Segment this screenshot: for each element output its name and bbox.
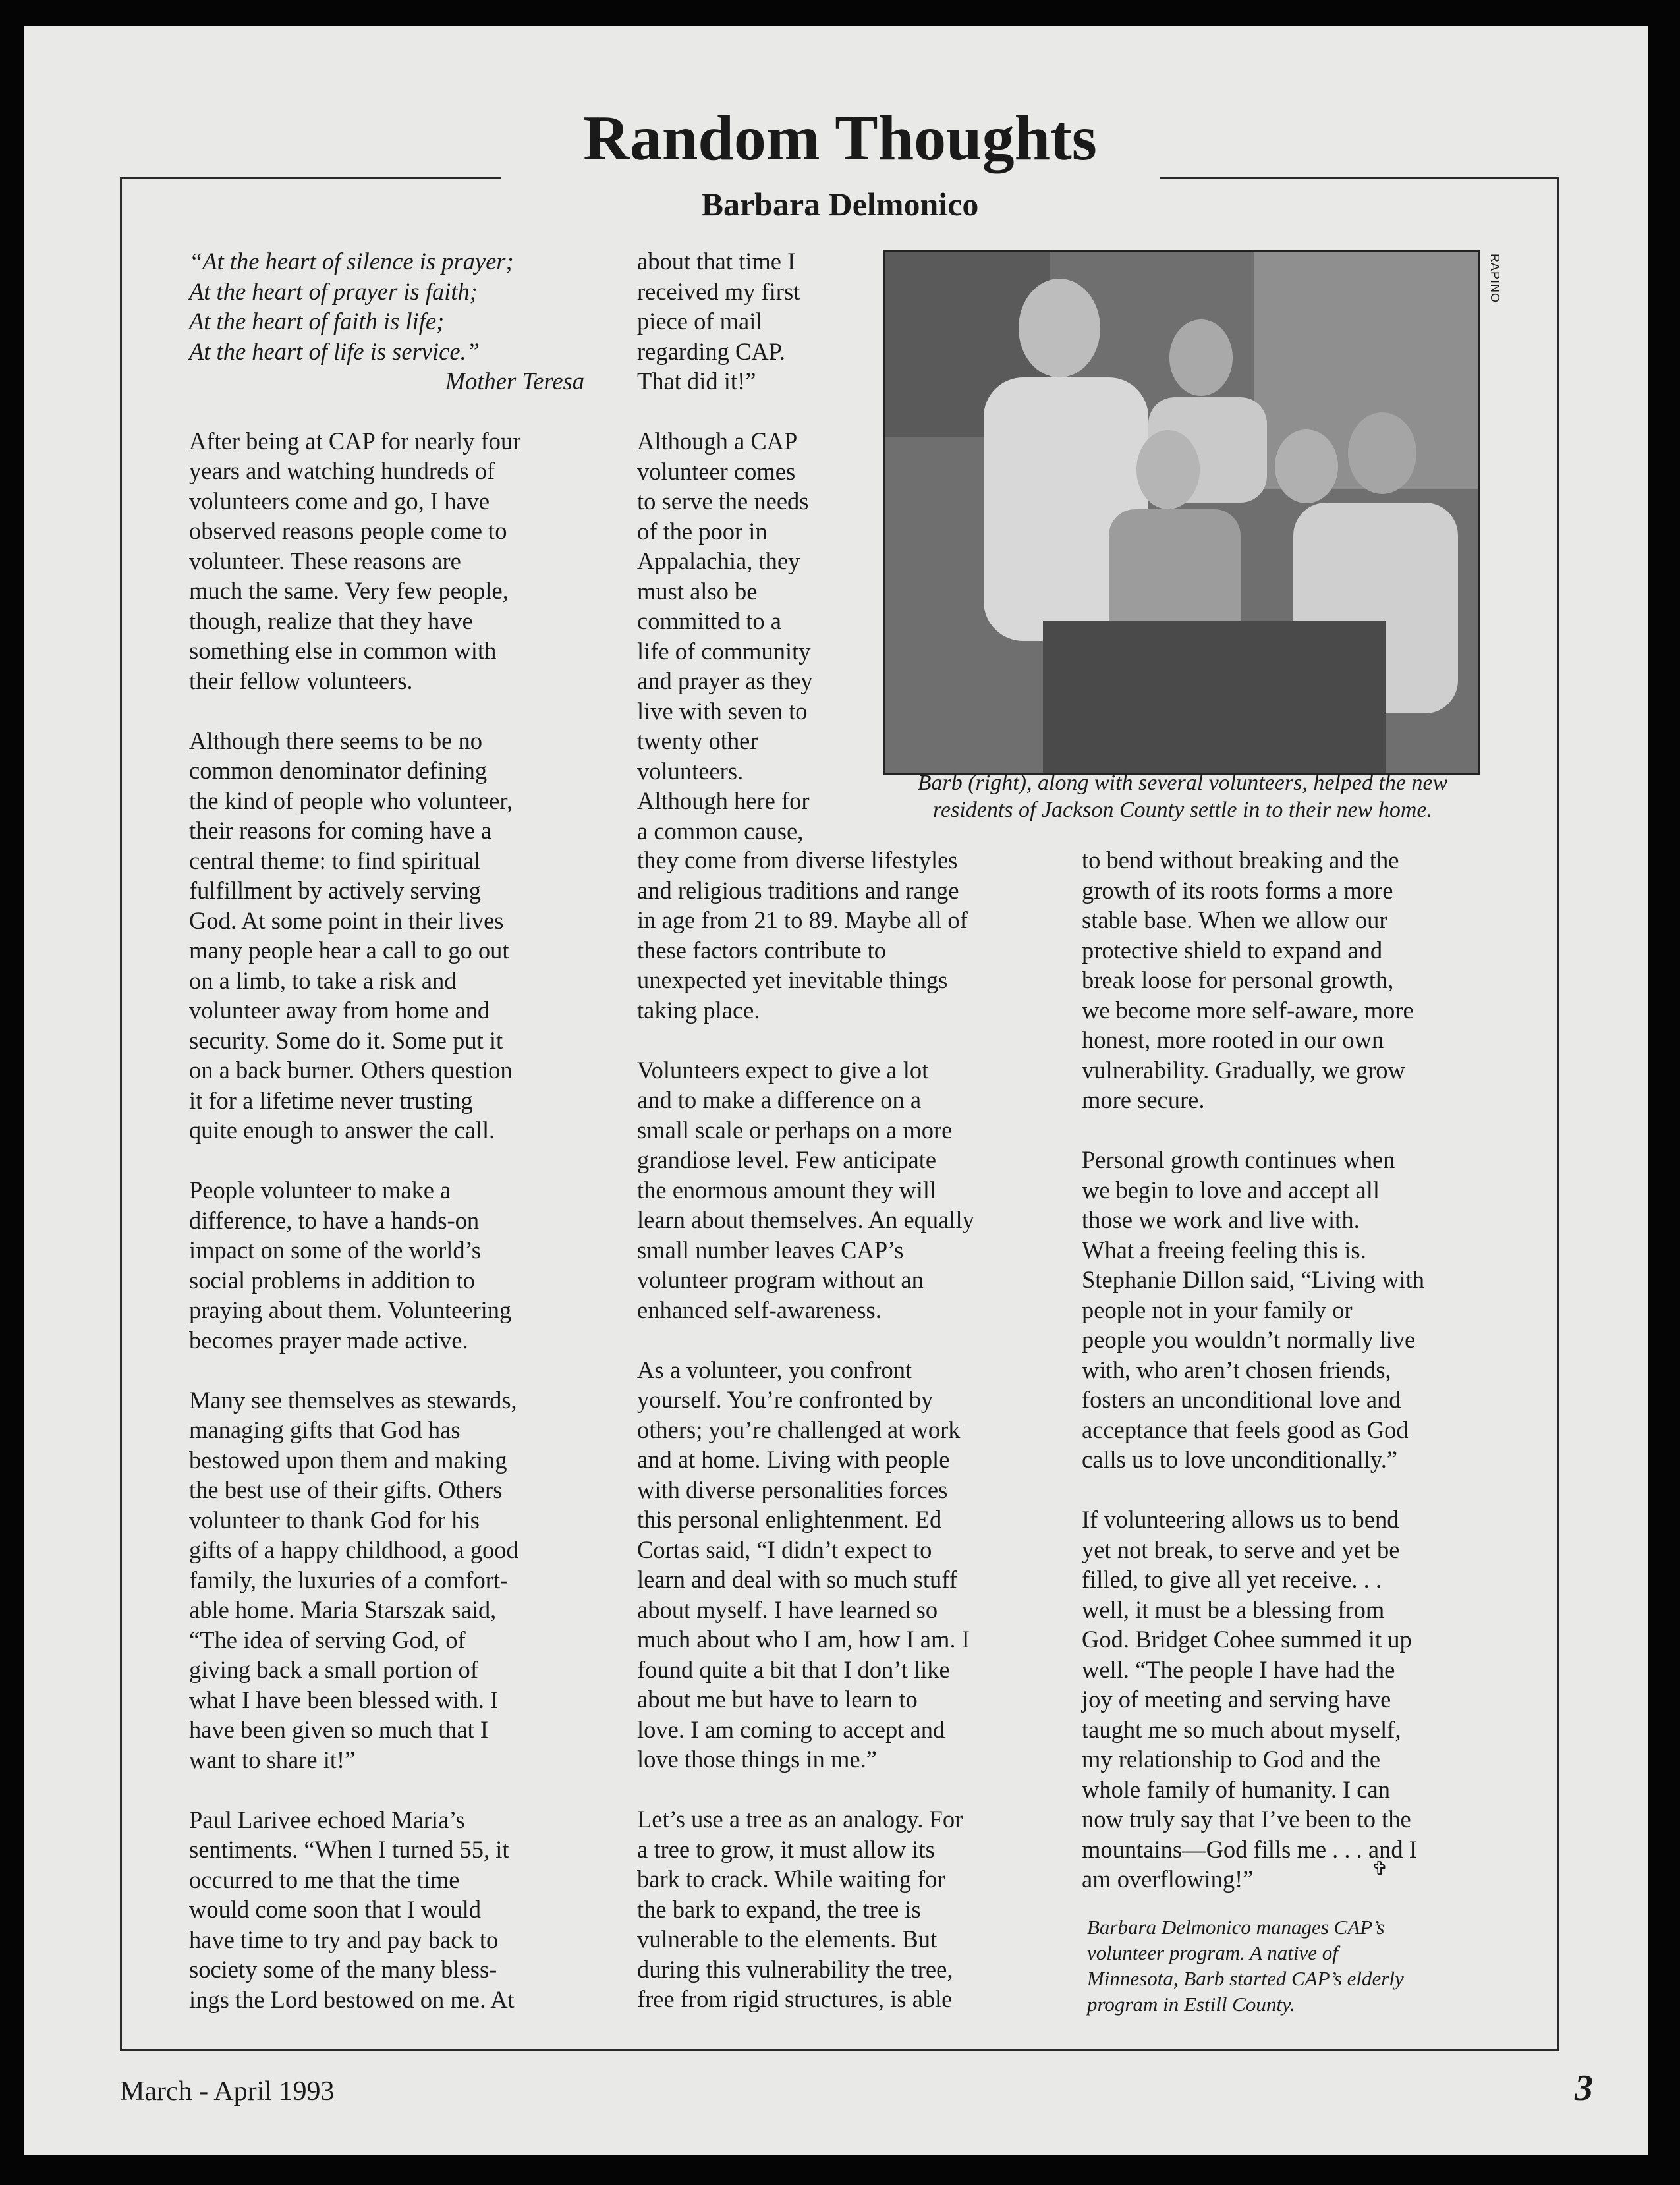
page-number: 3 [1575, 2068, 1593, 2109]
paragraph: As a volunteer, you confront yourself. You’re confronted by others; you’re challenged at work and at home. Living with people with diverse personalities forces this personal enlightenment. Ed Cortas said, “I didn’t expect to learn and deal with so much stuff about myself. I have learned so much about who I am, how I am. I found quite a bit that I don’t like about me but have to learn to love. I am coming to accept and love those things in me.” [637, 1356, 970, 1773]
author-bio: Barbara Delmonico manages CAP’s volunteer program. A native of Minnesota, Barb started CAP’s elderly program in Estill County. [1087, 1916, 1404, 2016]
photo-placeholder-graphic [885, 252, 1478, 773]
paragraph: Volunteers expect to give a lot and to make a difference on a small scale or perhaps on a more grandiose level. Few anticipate the enormous amount they will learn about themselves. An equally small number leaves CAP’s volunteer program without an enhanced self-awareness. [637, 1056, 974, 1323]
paragraph: Paul Larivee echoed Maria’s sentiments. “When I turned 55, it occurred to me that the time would come soon that I would have time to try and pay back to society some of the many bless- ings the Lord bestowed on me. At [189, 1806, 515, 2013]
paragraph: Although there seems to be no common denominator defining the kind of people who volunteer, their reasons for coming have a central theme: to find spiritual fulfillment by actively serving God. At some point in their lives many people hear a call to go out on a limb, to take a risk and volunteer away from home and security. Some do it. Some put it on a back burner. Others question it for a lifetime never trusting quite enough to answer the call. [189, 727, 513, 1144]
paragraph: they come from diverse lifestyles and religious traditions and range in age from 21 to 89. Maybe all of these factors contribute to unexpected yet inevitable things taking place. [637, 846, 968, 1024]
paragraph: If volunteering allows us to bend yet not break, to serve and yet be filled, to give all yet receive. . . well, it must be a blessing from God. Bridget Cohee summed it up well. “The people I have had the joy of meeting and serving have taught me so much about myself, my relationship to God and the whole family of humanity. I can now truly say that I’ve been to the mountains—God fills me . . . and I am overflowing!” [1082, 1506, 1417, 1893]
issue-date: March - April 1993 [120, 2076, 335, 2107]
paragraph: People volunteer to make a difference, to have a hands-on impact on some of the world’s social problems in addition to praying about them. Volunteering becomes prayer made active. [189, 1176, 512, 1354]
paragraph: Although a CAP volunteer comes to serve the needs of the poor in Appalachia, they must also be committed to a life of community and prayer as they live with seven to twenty other volunteers. Although here for a common cause, [637, 428, 813, 844]
epigraph-author: Mother Teresa [445, 368, 584, 395]
column-2-bottom [637, 845, 1059, 2014]
photo-caption: Barb (right), along with several volunteers, helped the new residents of Jackson County settle in to their new home. [917, 771, 1448, 822]
paragraph: Let’s use a tree as an analogy. For a tree to grow, it must allow its bark to crack. While waiting for the bark to expand, the tree is vulnerable to the elements. But during this vulnerability the tree, free from rigid structures, is able [637, 1806, 963, 2012]
photo-credit: RAPINO [1488, 254, 1501, 304]
paragraph: about that time I received my first piece of mail regarding CAP. That did it!” [637, 248, 800, 395]
paragraph: After being at CAP for nearly four years and watching hundreds of volunteers come and go, I have observed reasons people come to volunteer. These reasons are much the same. Very few people, though, realize that they have something else in common with their fellow volunteers. [189, 427, 521, 694]
end-of-article-icon: ✞ [1372, 1858, 1389, 1881]
epigraph-quote: “At the heart of silence is prayer; At the heart of prayer is faith; At the heart of faith is life; At the heart of life is service.” [189, 248, 514, 365]
volunteers-photo [883, 250, 1480, 775]
article-title: Random Thoughts [583, 103, 1097, 174]
paragraph: Personal growth continues when we begin to love and accept all those we work and live with. What a freeing feeling this is. Stephanie Dillon said, “Living with people not in your family or people you wouldn’t normally live with, who aren’t chosen friends, fosters an unconditional love and acceptance that feels good as God calls us to love unconditionally.” [1082, 1146, 1425, 1473]
paragraph: to bend without breaking and the growth of its roots forms a more stable base. When we allow our protective shield to expand and break loose for personal growth, we become more self-aware, more honest, more rooted in our own vulnerability. Gradually, we grow more secure. [1082, 846, 1414, 1113]
author-byline: Barbara Delmonico [701, 186, 979, 223]
column-3 [1082, 845, 1503, 1895]
paragraph: Many see themselves as stewards, managing gifts that God has bestowed upon them and making the best use of their gifts. Others volunteer to thank God for his gifts of a happy childhood, a good family, the luxuries of a comfort- able home. Maria Starszak said, “The idea of serving God, of giving back a small portion of what I have been blessed with. I have been given so much that I want to share it!” [189, 1386, 518, 1773]
column-2-top [637, 246, 874, 846]
column-1 [189, 246, 584, 2014]
